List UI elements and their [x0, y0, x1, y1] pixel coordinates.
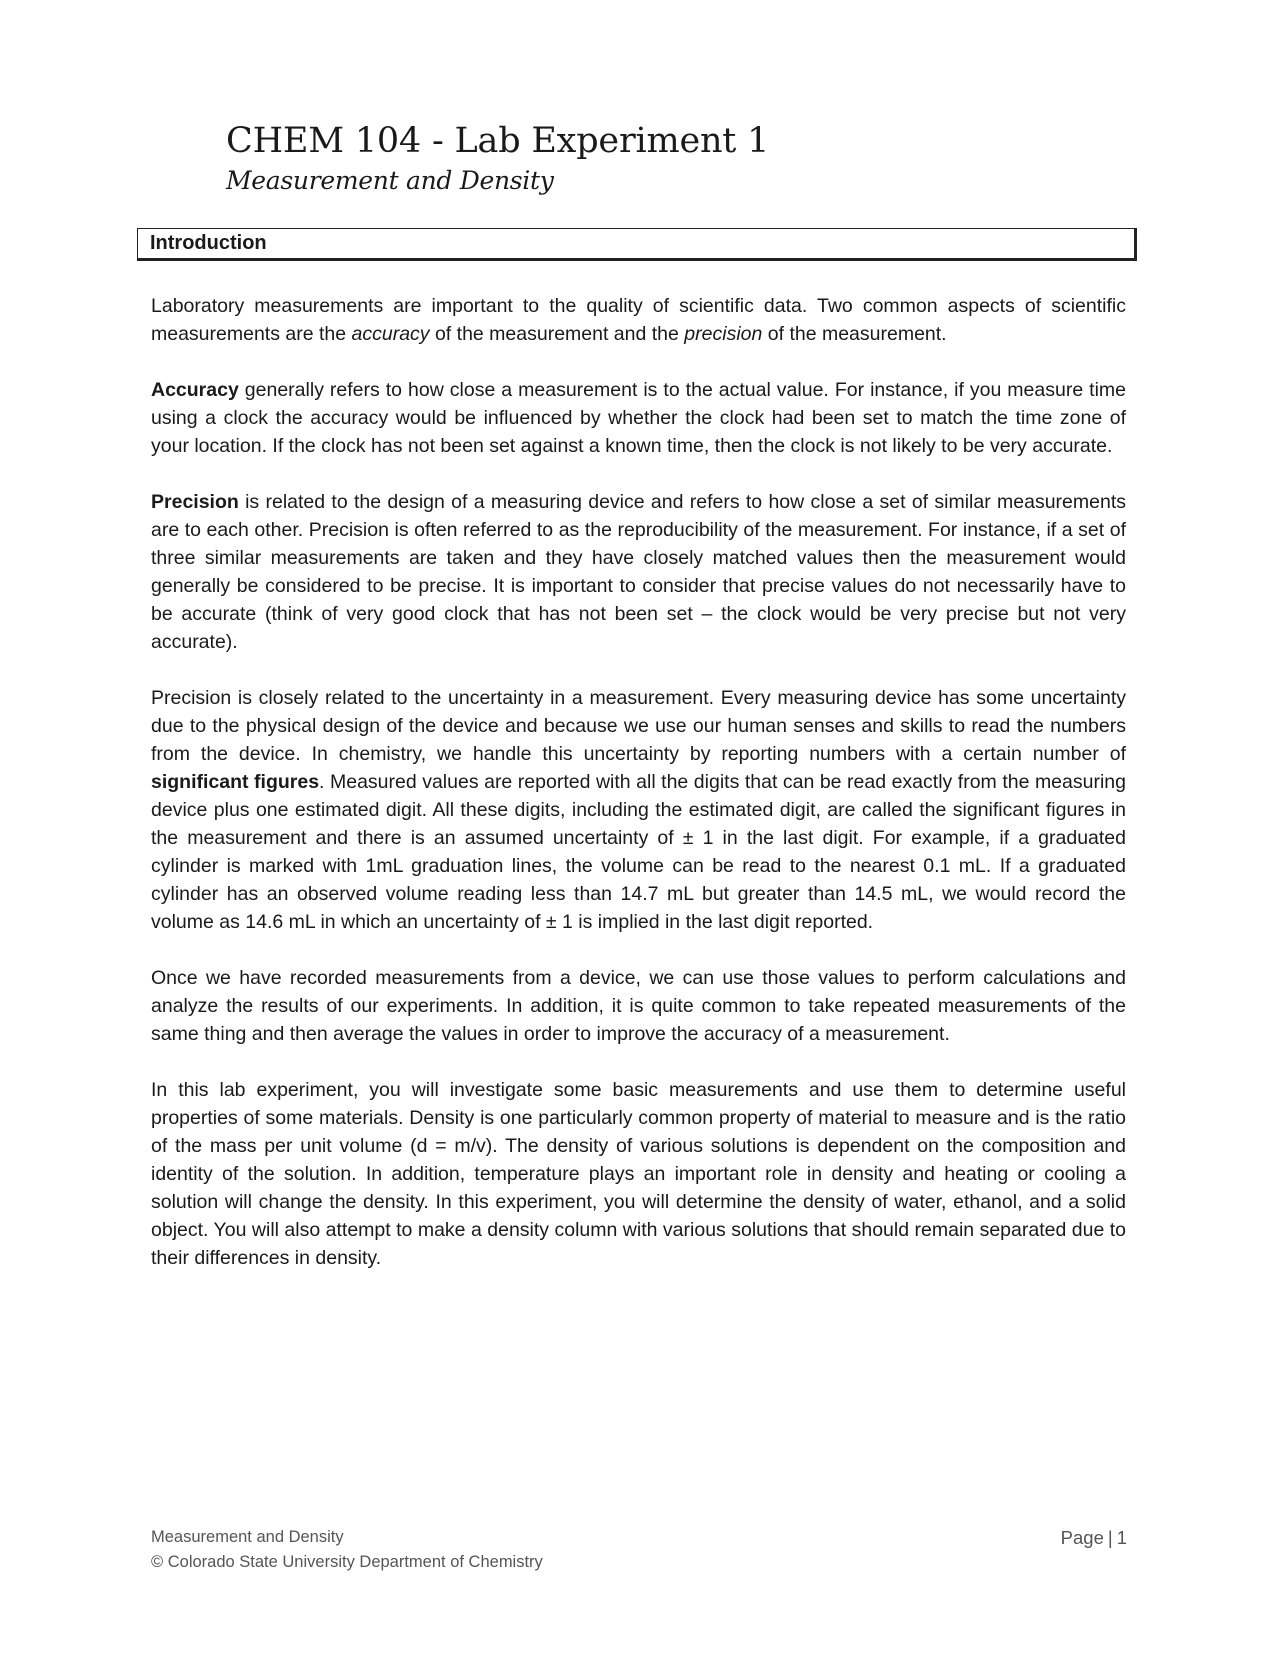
document-subtitle: Measurement and Density — [226, 166, 554, 195]
term-precision-bold: Precision — [151, 491, 239, 513]
section-header-box — [137, 228, 1137, 261]
footer-copyright: © Colorado State University Department of Chemistry — [151, 1553, 543, 1571]
term-accuracy-bold: Accuracy — [151, 379, 239, 401]
footer-page-indicator — [1061, 1525, 1127, 1550]
title-block — [226, 118, 769, 198]
term-precision: precision — [684, 323, 763, 345]
section-heading: Introduction — [150, 232, 267, 254]
footer-left — [151, 1525, 543, 1575]
paragraph-density — [151, 1076, 1126, 1272]
document-title: CHEM 104 - Lab Experiment 1 — [226, 121, 770, 161]
paragraph-uncertainty — [151, 684, 1126, 936]
paragraph-intro — [151, 292, 1126, 348]
paragraph-accuracy — [151, 376, 1126, 460]
page-label: Page — [1060, 1527, 1104, 1548]
page-number: 1 — [1116, 1527, 1127, 1548]
text-run: . Measured values are reported with all the digits that can be read exactly from the measuring device plus one estimated digit. All these digits, including the estimated digit, are called the significant figures in the measurement and there is an assumed uncertainty of ± 1 in the last digit. For example, if a graduated cylinder is marked with 1mL graduation lines, the volume can be read to the nearest 0.1 mL. If a graduated cylinder has an observed volume reading less than 14.7 mL but greater than 14.5 mL, we would record the volume as 14.6 mL in which an uncertainty of ± 1 is implied in the last digit reported. — [151, 771, 1126, 933]
term-accuracy: accuracy — [351, 323, 430, 345]
text-run: is related to the design of a measuring device and refers to how close a set of similar measurements are to each other. Precision is often referred to as the reproducibility of the measurement. For instance, if a set of three similar measurements are taken and they have closely matched values then the measurement would generally be considered to be precise. It is important to consider that precise values do not necessarily have to be accurate (think of very good clock that has not been set – the clock would be very precise but not very accurate). — [151, 491, 1126, 653]
text-run: Precision is closely related to the uncertainty in a measurement. Every measuring device has some uncertainty due to the physical design of the device and because we use our human senses and skills to read the numbers from the device. In chemistry, we handle this uncertainty by reporting numbers with a certain number of — [151, 687, 1126, 765]
text-run: Once we have recorded measurements from a device, we can use those values to perform calculations and analyze the results of our experiments. In addition, it is quite common to take repeated measurements of the same thing and then average the values in order to improve the accuracy of a measurement. — [151, 967, 1126, 1045]
text-run: generally refers to how close a measurement is to the actual value. For instance, if you measure time using a clock the accuracy would be influenced by whether the clock had been set to match the time zone of your location. If the clock has not been set against a known time, then the clock is not likely to be very accurate. — [151, 379, 1126, 457]
paragraph-calculations — [151, 964, 1126, 1048]
document-body — [151, 292, 1126, 1300]
paragraph-precision — [151, 488, 1126, 656]
term-significant-figures: significant figures — [151, 771, 320, 793]
footer-doc-name: Measurement and Density — [151, 1528, 344, 1546]
text-run: of the measurement. — [762, 323, 947, 345]
text-run: Laboratory measurements are important to the quality of scientific data. Two common aspects of scientific measurements are the — [151, 295, 1126, 345]
text-run: In this lab experiment, you will investigate some basic measurements and use them to determine useful properties of some materials. Density is one particularly common property of material to measure and is the ratio of the mass per unit volume (d = m/v). The density of various solutions is dependent on the composition and identity of the solution. In addition, temperature plays an important role in density and heating or cooling a solution will change the density. In this experiment, you will determine the density of water, ethanol, and a solid object. You will also attempt to make a density column with various solutions that should remain separated due to their differences in density. — [151, 1079, 1126, 1269]
page-separator: | — [1107, 1527, 1113, 1548]
text-run: of the measurement and the — [429, 323, 685, 345]
